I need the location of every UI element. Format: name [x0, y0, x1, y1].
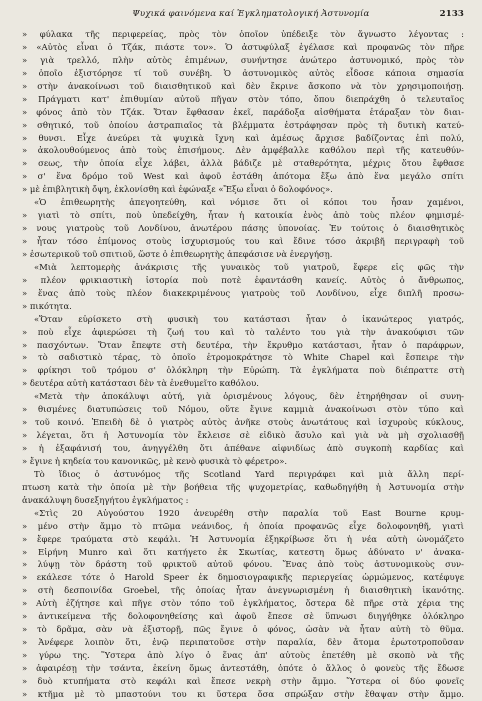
text-line: «Μετὰ τὴν ἀποκάλυψι αὐτή, γιὰ ὁρισμένους λόγους, δὲν ἐτηρήθησαν οἱ συνη- — [34, 391, 464, 402]
text-line: » ὁποῖο ἐξιστόρησε τί τοῦ συνέβη. Ὁ ἀστυνομικὸς αὐτὸς εἶδοσε κάποια σημασία — [22, 67, 464, 78]
text-line: Τὸ ἴδιος ὁ ἀστυνόμος τῆς Scotland Yard περιγράφει καὶ μιὰ ἄλλη περί- — [34, 468, 464, 479]
text-line: » φρίκησι τοῦ τρόμου σ' ὁλόκληρη τὴν Εὐρώπη. Τὰ ἐγκλήματα ποὺ διέπραττε στὴ — [22, 365, 464, 376]
text-line: «Ὁ ἐπιθεωρητὴς ἀπεγοητεύθη, καὶ νόμισε ὅτι οἱ κόποι του ἦσαν χαμένοι, — [34, 197, 464, 208]
text-line: » δυὸ κτυπήματα στὸ κεφάλι καὶ ἔπεσε νεκρὴ στὴν ἄμμο. Ὕστερα οἱ δύο φονεῖς — [22, 675, 464, 686]
text-line: » ἀκολουθούμενος ἀπὸ τοὺς ἐπισήμους. Δὲν ἀμφέβαλλε καθόλου περὶ τῆς κατευθύν- — [22, 145, 464, 156]
text-line: » σ' ἕνα δρόμο τοῦ West καὶ ἀφοῦ ἐστάθη ἀπότομα ἔξω ἀπὸ ἕνα μεγάλο σπίτι — [22, 171, 464, 182]
text-line: » σθητικό, τοῦ ὁποίου ἀστραπιαῖος τὰ βλέμματα ἐστράφησαν πρὸς τὴ δυτικὴ κατεύ- — [22, 119, 464, 130]
text-line: «Στὶς 20 Αὐγούστου 1920 ἀνευρέθη στὴν παραλία τοῦ East Bourne κρυμ- — [34, 507, 464, 518]
text-line: » γιατὶ τὸ σπίτι, ποὺ ὑπεδείχθη, ἦταν ἡ κατοικία ἑνὸς ἀπὸ τοὺς πλέον φημισμέ- — [22, 210, 464, 221]
text-line: » εκάλεσε τότε ὁ Harold Speer ἐκ δημοσιογραφικῆς περιεργείας ὡρμώμενος, κατέφυγε — [22, 572, 464, 583]
text-line: » Αὐτὴ ἐζήτησε καὶ πῆγε στὸν τόπο τοῦ ἐγκλήματος, ὅστερα δὲ πῆρε στὰ χέρια της — [22, 598, 464, 609]
text-line: » τὸ δρᾶμα, σὰν νὰ ἐξιστορῇ, πῶς ἔγινε ὁ φόνος, ὡσὰν νὰ ἦταν αὐτὴ τὸ θῦμα. — [22, 624, 464, 635]
text-line: » τὸ σαδιστικὸ τέρας, τὸ ὁποῖο ἐτρομοκράτησε τὸ White Chapel καὶ ἔσπειρε τὴν — [22, 352, 464, 363]
text-line: » σεως, τὴν ὁποία εἶχε λάβει, ἀλλὰ βάδιζε μὲ σταθερότητα, μέχρις ὅτου ἔφθασε — [22, 158, 464, 169]
text-line: » δευτέρα αὐτὴ κατάστασι δὲν τὰ ἐνεθυμεῖτο καθόλου. — [22, 378, 259, 389]
text-line: » ἐσωτερικοῦ τοῦ σπιτιοῦ, ὥστε ὁ ἐπιθεωρητὴς ἀπεφάσισε νὰ ἐνεργήσῃ. — [22, 248, 333, 259]
text-line: » ἔγινε ἡ κηδεία του κανονικῶς, μὲ κενὸ φυσικὰ τὸ φέρετρο». — [22, 455, 288, 466]
text-line: » κτῆμα μὲ τὸ μπαστούνι του κι ὕστερα ὅσα σπρώξαν στὴν ἔθαψαν στὴν ἄμμο. — [22, 688, 464, 699]
text-line: » στὴ δεσποινίδα Groebel, τῆς ὁποίας ἦταν ἀνεγνωρισμένη ἡ διαισθητικὴ ἱκανότης. — [22, 585, 464, 596]
text-line: » πασχόντων. Ὅταν ἔπεφτε στὴ δευτέρα, τὴν ἔκρυθμο κατάστασι, ἦταν ὁ παράφρων, — [22, 339, 464, 350]
page-body — [22, 28, 464, 701]
text-line: » νους γιατροὺς τοῦ Λονδίνου, ἀνωτέρου πάσης ὑπονοίας. Ἐν τούτοις ὁ διαισθητικὸς — [22, 223, 464, 234]
text-line: » γιὰ τρελλό, πλὴν αὐτὸς ἐπιμένων, συνήντησε ἀνώτερο ἀστυνομικό, πρὸς τὸν — [22, 54, 464, 65]
text-line: » λέγεται, ὅτι ἡ Ἀστυνομία τὸν ἔκλεισε σὲ εἰδικὸ ἄσυλο καὶ γιὰ νὰ μὴ σχολιασθῇ — [22, 430, 464, 441]
text-line: » μὲ ἐπιβλητικὴ ὄψη, ἐκλονίσθη καὶ ἐφώναξε «Ἔξω εἶναι ὁ δολοφόνος». — [22, 184, 333, 195]
text-line: » θυνσι. Εἶχε ἀνεύρει τὰ ψυχικὰ ἴχνη καὶ ἀμέσως ἄρχισε βαδίζοντας ἐπὶ πολύ, — [22, 132, 464, 143]
text-line: » ἦταν τόσο ἐπίμονος στοὺς ἰσχυρισμούς του καὶ ἔδινε τόσο ἀκριβῆ περιγραφὴ τοῦ — [22, 236, 464, 246]
text-line: » ἀφαιρέσῃ τὴν τσάντα, ἐκείνη ὅμως ἀντεστάθη, ὁπότε ὁ ἄλλος ὁ φονεὺς τῆς ἔδωσε — [22, 662, 464, 673]
text-line: » ποὺ εἶχε ἀφιερώσει τὴ ζωή του καὶ τὸ ταλέντο του γιὰ τὴν ἀνακούφισι τῶν — [22, 326, 464, 337]
text-line: ἀνακάλυψη δυσεξηγήτου ἐγκλήματος : — [22, 494, 189, 505]
text-line: » πικότητα. — [22, 300, 72, 311]
text-line: » φόνος ἀπὸ τὸν Τζάκ. Ὅταν ἔφθασαν ἐκεῖ, παράδοξα αἰσθήματα ἐτάραξαν τὸν διαι- — [22, 106, 464, 117]
text-line: «Ὅταν εὑρίσκετο στὴ φυσικὴ του κατάστασι ἦταν ὁ ἱκανώτερος γιατρός, — [34, 313, 464, 324]
text-line: » Ἀνέφερε λοιπὸν ὅτι, ἐνῷ περιπατοῦσε στὴν παραλία, δὲν ἄτομα ἐρωτοτροποῦσαν — [22, 637, 464, 648]
text-line: » ἡ ἐξαφάνισή του, ἀνηγγέλθη ὅτι ἀπέθανε αἰφνιδίως ἀπὸ συγκοπὴ καρδίας καὶ — [22, 443, 464, 453]
text-line: » ἕνας ἀπὸ τοὺς πλέον διακεκριμένους γιατροὺς τοῦ Λονδίνου, εἶχε διπλῆ προσω- — [22, 287, 464, 298]
page-number: 2133 — [439, 9, 464, 19]
running-header — [22, 9, 464, 25]
text-line: » «Αὐτὸς εἶναι ὁ Τζάκ, πιάστε τον». Ὁ ἀστυφύλαξ ἐγέλασε καὶ προφανῶς τὸν πῆρε — [22, 41, 464, 52]
text-line: » ἀντικείμενα τῆς δολοφονηθείσης καὶ ἀφοῦ ἔπεσε σὲ ὕπνωσι διηγήθηκε ὁλόκληρο — [22, 611, 464, 622]
text-line: » Εἰρήνη Munro καὶ ὅτι κατήγετο ἐκ Σκωτίας, κατεστη ὅμως ἀδύνατο ν' ἀνακα- — [22, 546, 464, 557]
text-line: » πλέον φρικιαστικὴ ἱστορία ποὺ ποτὲ ἐφαντάσθη κανείς. Αὐτὸς ὁ ἄνθρωπος, — [22, 274, 464, 285]
text-line: » θισμένες διατυπώσεις τοῦ Νόμου, οὔτε ἔγινε καμμιὰ ἀνακοίνωσι στὸν τύπο καὶ — [22, 404, 464, 415]
text-line: » τοῦ κοινό. Ἐπειδὴ δὲ ὁ γιατρὸς αὐτὸς ἀνῆκε στοὺς ἀνωτάτους καὶ ἰσχυροὺς κύκλους, — [22, 417, 464, 428]
text-line: » Πράγματι κατ' ἐπιθυμίαν αὐτοῦ πῆγαν στὸν τόπο, ὅπου διεπράχθη ὁ τελευταῖος — [22, 93, 464, 104]
text-line: » μένο στὴν ἄμμο τὸ πτῶμα νεάνιδος, ἡ ὁποία προφανῶς εἶχε δολοφονηθῆ, γιατὶ — [22, 520, 464, 531]
running-title: Ψυχικά φαινόμενα καί Ἐγκληματολογική Ἀστυνομία — [132, 9, 370, 19]
text-line: » φύλακα τῆς περιφερείας, πρὸς τὸν ὁποῖον ὑπέδειξε τὸν ἄγνωστο λέγοντας : — [22, 29, 464, 39]
text-line: πτωση κατὰ τὴν ὁποία μὲ τὴν βοήθεια τῆς ψυχομετρίας, καθωδηγήθη ἡ Ἀστυνομία στὴν — [22, 481, 464, 492]
text-line: » ἔφερε τραύματα στὸ κεφάλι. Ἡ Ἀστυνομία ἐξηκρίβωσε ὅτι ἡ νέα αὐτὴ ὠνομάζετο — [22, 533, 464, 544]
text-line: » στὴν ἀνακοίνωσι τοῦ διαισθητικοῦ καὶ δὲν ἔκρινε ἄσκοπο νὰ τὸν χρησιμοποιήσῃ. — [22, 80, 464, 91]
text-line: «Μιὰ λεπτομερὴς ἀνάκρισις τῆς γυναικὸς τοῦ γιατροῦ, ἔφερε εἰς φῶς τὴν — [34, 261, 464, 272]
text-line: » λύψῃ τὸν δράστη τοῦ φρικτοῦ αὐτοῦ φόνου. Ἕνας ἀπὸ τοὺς ἀστυνομικοὺς συν- — [22, 559, 464, 570]
text-line: » γύρω της. Ὕστερα ἀπὸ λίγο ὁ ἕνας ἀπ' αὐτοὺς ἐπετέθη μὲ σκοπὸ νὰ τῆς — [22, 650, 464, 660]
